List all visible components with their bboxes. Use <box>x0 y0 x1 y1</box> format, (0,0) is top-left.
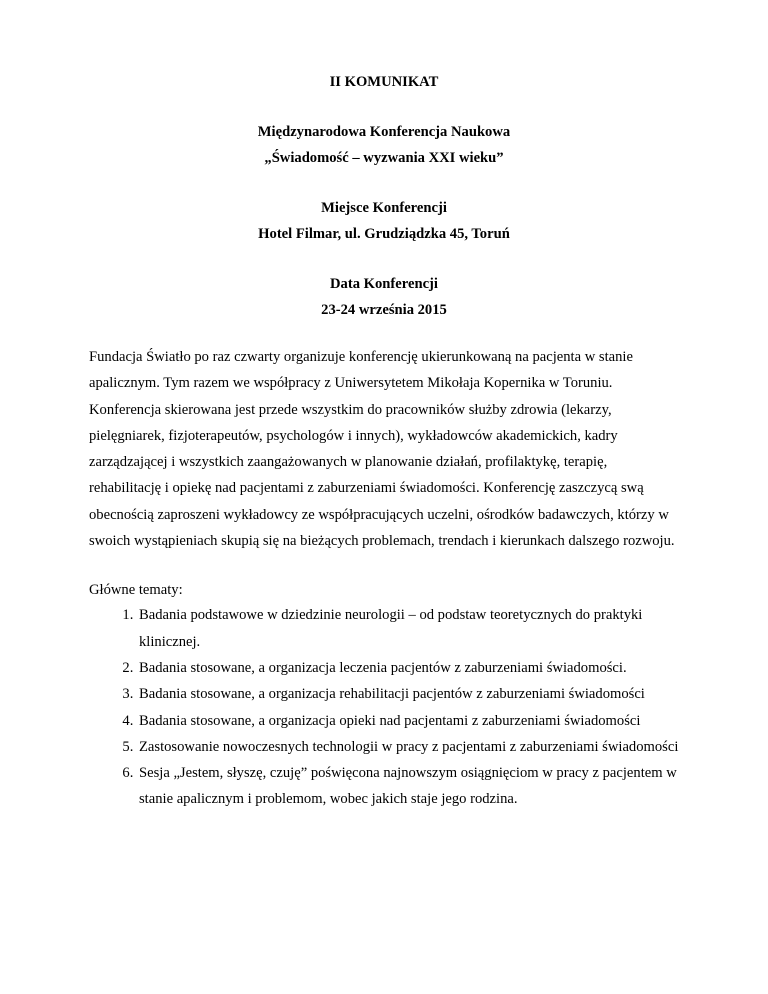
topic-item: 5. Zastosowanie nowoczesnych technologii w pracy z pacjentami z zaburzeniami świadomości <box>137 734 679 760</box>
conference-date: 23-24 września 2015 <box>321 302 447 318</box>
document-page <box>89 72 679 813</box>
communique-title: II KOMUNIKAT <box>329 74 439 90</box>
topics-heading: Główne tematy: <box>89 582 183 599</box>
conference-title: „Świadomość – wyzwania XXI wieku” <box>264 150 504 166</box>
topic-item: 6. Sesja „Jestem, słyszę, czuję” poświęcona najnowszym osiągnięciom w pracy z pacjentem w stanie apalicznym i problemom, wobec jakich staje jego rodzina. <box>137 760 679 813</box>
topic-item: 3. Badania stosowane, a organizacja rehabilitacji pacjentów z zaburzeniami świadomości <box>137 681 679 707</box>
venue-label: Miejsce Konferencji <box>321 200 447 216</box>
venue: Hotel Filmar, ul. Grudziądzka 45, Toruń <box>258 226 510 242</box>
intro-paragraph: Fundacja Światło po raz czwarty organizuje konferencję ukierunkowaną na pacjenta w stanie apalicznym. Tym razem we współpracy z Uniwersytetem Mikołaja Kopernika w Toruniu. Konferencja skierowana jest przede wszystkim do pracowników służby zdrowia (lekarzy, pielęgniarek, fizjoterapeutów, psychologów i innych), wykładowców akademickich, kadry zarządzającej i wszystkich zaangażowanych w planowanie działań, profilaktykę, terapię, rehabilitację i opiekę nad pacjentami z zaburzeniami świadomości. Konferencję zaszczycą swą obecnością zaproszeni wykładowcy ze współpracujących uczelni, ośrodków badawczych, którzy w swoich wystąpieniach skupią się na bieżących problemach, trendach i kierunkach dalszego rozwoju. <box>89 349 675 550</box>
topics-list <box>89 602 679 812</box>
date-label: Data Konferencji <box>330 276 438 292</box>
topic-item: 2. Badania stosowane, a organizacja leczenia pacjentów z zaburzeniami świadomości. <box>137 655 679 681</box>
conference-type: Międzynarodowa Konferencja Naukowa <box>257 124 511 140</box>
topic-item: 1. Badania podstawowe w dziedzinie neurologii – od podstaw teoretycznych do praktyki klinicznej. <box>137 602 679 655</box>
topic-item: 4. Badania stosowane, a organizacja opieki nad pacjentami z zaburzeniami świadomości <box>137 708 679 734</box>
